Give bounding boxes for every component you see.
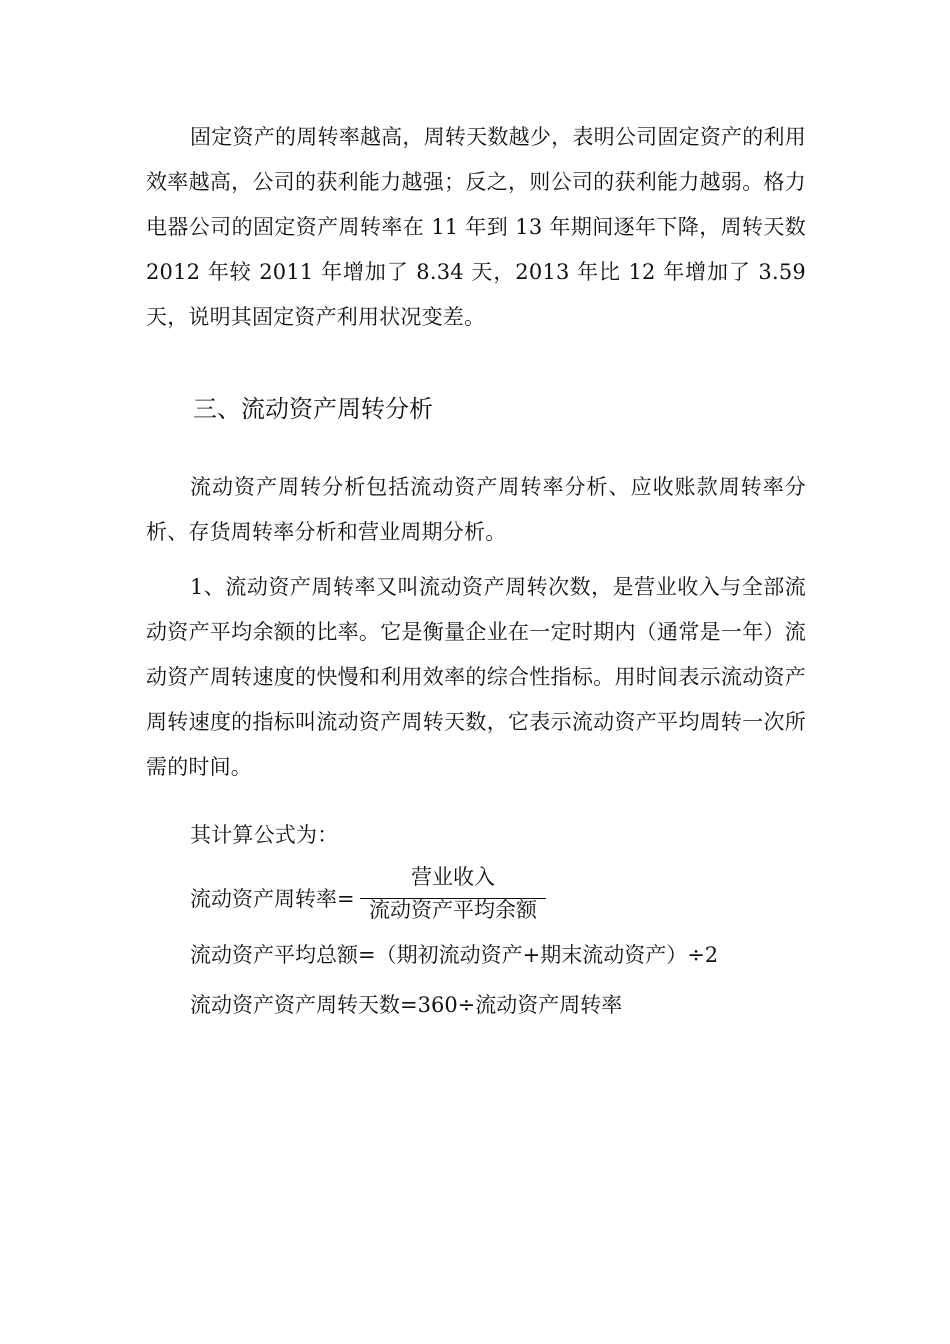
formula-average-total: 流动资产平均总额=（期初流动资产+期末流动资产）÷2: [190, 943, 719, 967]
formula-label: 流动资产周转率=: [190, 887, 355, 911]
paragraph-current-asset-analysis: 流动资产周转分析包括流动资产周转率分析、应收账款周转率分析、存货周转率分析和营业周期分析。: [146, 475, 806, 544]
paragraph-fixed-asset-turnover: 固定资产的周转率越高，周转天数越少，表明公司固定资产的利用效率越高，公司的获利能力越强；反之，则公司的获利能力越弱。格力电器公司的固定资产周转率在 11 年到 13 年期间逐年下降，周转天数 2012 年较 2011 年增加了 8.34 天，2013 年比 12 年增加了 3.59 天，说明其固定资产利用状况变差。: [146, 125, 806, 329]
section-heading: 三、流动资产周转分析: [193, 395, 433, 423]
fraction-denominator: 流动资产平均余额: [369, 898, 537, 922]
fraction-numerator: 营业收入: [411, 865, 495, 889]
formula-turnover-days: 流动资产资产周转天数=360÷流动资产周转率: [190, 993, 623, 1017]
paragraph-current-asset-turnover-definition: 1、流动资产周转率又叫流动资产周转次数，是营业收入与全部流动资产平均余额的比率。它是衡量企业在一定时期内（通常是一年）流动资产周转速度的快慢和利用效率的综合性指标。用时间表示流动资产周转速度的指标叫流动资产周转天数，它表示流动资产平均周转一次所需的时间。: [146, 575, 806, 779]
paragraph-formula-intro: 其计算公式为：: [190, 823, 339, 847]
